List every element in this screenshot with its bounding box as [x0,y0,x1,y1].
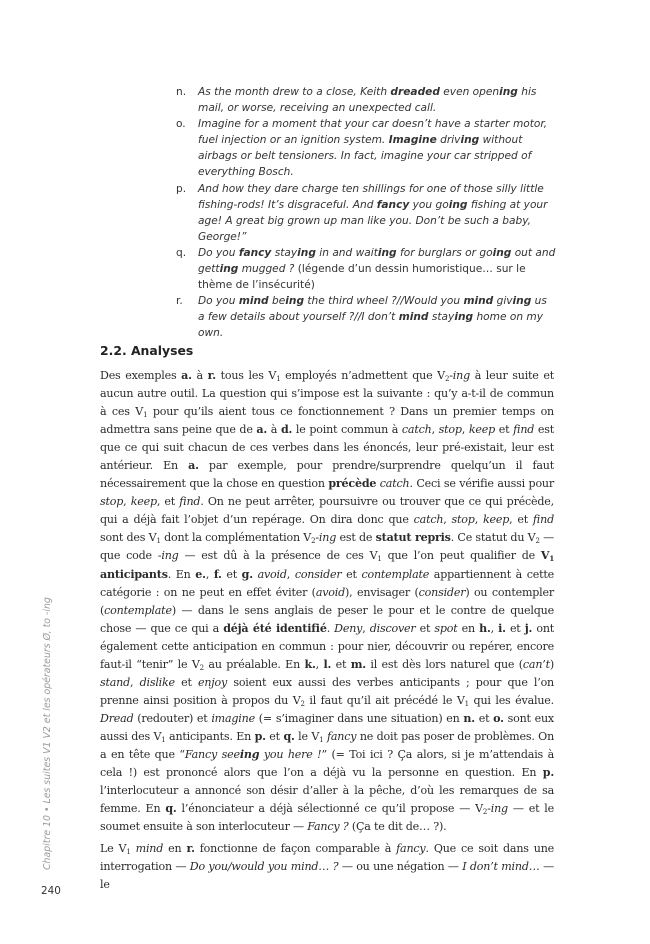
text-run: ing [161,549,179,563]
text-run: 2 [199,663,204,672]
text-run: fishing at your age! A great big grown up man like you. Don’t be such a baby, George!” [198,198,548,243]
text-run: et [265,729,284,743]
text-run: consider [418,585,466,599]
text-run: - [487,802,491,816]
text-run: And how they dare charge ten shillings for one of those silly little fishing-rods! It’s disgraceful. And [198,182,544,211]
text-run: 2 [444,375,450,383]
text-run: — ou une négation — [338,860,463,874]
text-run: 1 [464,699,469,708]
text-run: , [286,567,295,581]
text-run: ne doit pas poser de problèmes. On a en tête que “ [100,729,555,761]
text-run: , [123,495,131,509]
text-run: 2 [535,537,540,546]
text-run: q. [165,802,177,816]
text-run: o. [493,711,504,725]
text-run: , [431,423,439,437]
text-run: ” (= Toi ici ? Ça alors, si je m’attendais à cela !) est prononcé alors que l’on a déjà vu la personne en question. En [100,747,555,780]
page-number: 240 [41,885,61,897]
text-run: spot [434,621,458,635]
text-run: ) ou contempler ( [100,585,554,617]
text-run: Deny [334,621,363,635]
text-run: p. [542,766,554,780]
text-run: — que code - [100,531,554,563]
text-run: ing [318,531,337,545]
text-run: be [268,295,286,308]
text-run: ing [460,134,480,147]
text-run: r. [207,369,216,382]
text-run: . [326,621,335,635]
text-run: his mail, or worse, receiving an unexpected call. [198,86,537,115]
text-run: contemplate [104,603,172,617]
text-run: can’t [522,657,550,671]
text-run: imagine [211,711,255,725]
example-text [198,116,556,180]
text-run: a. [256,423,268,437]
running-head: Chapitre 10 • Les suites V1 V2 et les opérateurs Ø, to -ing [42,597,53,870]
text-run: tous les V [215,369,277,382]
body-paragraph [100,840,554,894]
text-run: et [415,621,435,635]
text-run: mind [463,295,494,308]
text-run: ) — dans le sens anglais de peser le pour et le contre de quelque chose — que ce qui a [100,603,554,635]
text-run: i. [498,621,506,635]
text-run: au préalable. En [203,657,305,671]
example-item [176,245,556,293]
text-run: Fancy ? [307,820,349,834]
text-run: without airbags or belt tensioners. In fact, imagine your car stripped of everything Bosch. [198,134,532,179]
text-run: l. [323,657,332,671]
text-run: il est dès lors naturel que ( [365,657,523,671]
text-run: 2 [300,699,305,708]
example-item [176,84,556,116]
text-run: home on my own. [198,311,543,340]
text-run: est que ce qui suit chacun de ces verbes dans les énoncés, leur pré-existait, leur est antérieur. En [100,423,555,473]
text-run: Do you [198,246,239,259]
text-run: fancy [326,729,357,743]
text-run: — et le soumet ensuite à son interlocuteur — [100,802,554,834]
text-run: ing [499,86,518,98]
example-label: o. [176,118,186,131]
text-run: l’interlocuteur a annoncé son désir d’aller à la pêche, d’où les remarques de sa femme. En [100,784,554,816]
text-run: ing [490,802,508,816]
text-run: et [331,657,351,671]
text-run: (= s’imaginer dans une situation) en [254,711,464,725]
example-text [198,181,556,245]
text-run: 2 [482,808,488,817]
text-run: pour qu’ils aient tous ce fonctionnement ? Dans un premier temps on admettra sans peine que de [100,405,554,437]
text-run: stop [100,495,124,509]
text-run: ont également cette anticipation en commun : pour nier, découvrir ou repérer, encore faut-il “tenir” le V [100,621,555,671]
text-run: il faut qu’il ait précédé le V [304,693,465,707]
text-run: driv [436,134,461,147]
text-run: catch [401,423,432,437]
text-run: dislike [139,675,175,689]
text-run: for burglars or go [396,246,493,259]
text-run: Imagine for a moment that your car doesn’t have a starter motor, fuel injection or an ignition system. [198,118,548,147]
text-run: dont la complémentation V [160,531,312,545]
text-run: Do you [198,295,239,308]
example-label: n. [176,86,187,98]
text-run: giv [493,295,513,308]
text-run: ), envisager ( [345,585,419,599]
text-run: et [174,675,198,689]
text-run: anticipants. En [165,729,255,743]
text-run: déjà été identifié [223,621,327,635]
text-run: a. [181,369,192,382]
example-label: r. [176,295,183,308]
text-run: catch [413,513,444,527]
text-run: (légende d’un dessin humoristique… sur le thème de l’insécurité) [198,263,526,292]
text-run: p. [254,729,266,743]
text-run: . Ceci se vérifie aussi pour [409,477,554,491]
text-run: Do you/would you mind… ? [189,860,339,874]
text-run: 2 [311,537,316,546]
example-item [176,181,556,245]
text-run: sont eux aussi des V [100,711,554,743]
text-run: 1 [319,735,324,744]
text-run: le V [294,729,320,743]
example-label: q. [176,246,187,259]
text-run: ing [297,246,316,259]
text-run: stop [438,423,462,437]
example-item [176,293,556,341]
text-run: discover [369,621,416,635]
example-label: p. [176,182,187,195]
text-run: 1 [276,375,281,383]
text-run: que l’on peut qualifier de [381,549,541,563]
text-run: stop [451,513,475,527]
text-run: stand [100,675,131,689]
example-list [176,84,556,342]
text-run: Dread [100,711,134,725]
text-run: , [362,621,370,635]
text-run: ing [454,311,474,324]
text-run: Imagine [388,134,437,147]
text-run: 1 [126,848,131,857]
text-run: fonctionne de façon comparable à [194,842,397,856]
text-run: le point commun à [292,423,402,437]
text-run: Le V [100,842,127,856]
example-text [198,245,556,293]
text-run: , [443,513,452,527]
text-run: V [540,549,550,563]
text-run: you here ! [259,747,322,761]
text-run: j. [524,621,533,635]
text-run: sont des V [100,531,157,545]
text-run: , [490,621,499,635]
text-run: find [513,423,535,437]
text-run: précède [328,477,377,491]
text-run: mind [238,295,269,308]
text-run: appartiennent à cette catégorie : on ne peut en effet éviter ( [100,567,555,599]
text-run: à leur suite et aucun autre outil. La question qui s’impose est la suivante : qu’y a-t-il de commun à ces V [100,369,554,419]
text-run: , et [156,495,180,509]
text-run: f. [213,567,222,581]
text-run: en [163,842,187,856]
text-run: mind [398,311,429,324]
text-run: soient eux aussi des verbes anticipants ; pour que l’on prenne ainsi position à propos du V [100,675,555,707]
text-run: keep [482,513,510,527]
text-run: in and wait [315,246,378,259]
text-run: Des exemples [100,369,182,382]
text-run: avoid [315,585,346,599]
text-run: et [221,567,242,581]
example-item [176,116,556,180]
text-run: (Ça te dit de… ?). [348,820,447,834]
text-run: statut repris [375,531,451,545]
text-run: 1 [156,537,161,546]
text-run: , et [509,513,533,527]
text-run: employés n’admettent que V [280,369,445,382]
text-run: en [457,621,480,635]
text-run: enjoy [198,675,228,689]
text-run: — le [100,860,554,892]
text-run: r. [186,842,195,856]
text-run: l’énonciateur a déjà sélectionné ce qu’il propose — V [176,802,483,816]
text-run: ing [452,369,470,382]
text-run: q. [283,729,295,743]
text-run: (redouter) et [133,711,212,725]
text-run: et [474,711,494,725]
text-run: , [205,567,214,581]
text-run: , [130,675,140,689]
text-run: à [267,423,281,437]
text-run: keep [130,495,157,509]
text-run: ing [448,198,468,211]
text-run: avoid [257,567,287,581]
text-run: 1 [549,554,554,564]
text-run: 1 [143,411,148,420]
text-run: even open [439,86,500,98]
text-run: - [315,531,319,545]
text-run: ing [285,295,305,308]
text-run: et [505,621,525,635]
text-run: 1 [377,555,382,564]
text-run: fancy [376,198,410,211]
text-run: mind [135,842,164,856]
text-run: mugged ? [238,263,298,276]
text-run: — est dû à la présence de ces V [178,549,378,563]
text-run: ing [239,747,260,761]
text-run: par exemple, pour prendre/surprendre quelqu’un il faut nécessairement que la chose en question [100,459,554,491]
text-run: a. [188,459,199,473]
text-run: dreaded [390,86,440,98]
text-run: n. [463,711,475,725]
text-run: the third wheel ?//Would you [304,295,464,308]
text-run: 1 [161,735,166,744]
text-run: , [474,513,483,527]
text-run: ing [377,246,397,259]
text-run: find [532,513,554,527]
text-run: et [341,567,362,581]
text-run: stay [271,246,298,259]
section-heading: 2.2. Analyses [100,343,194,358]
text-run: keep [468,423,495,437]
text-run: ing [492,246,512,259]
text-run: ) [549,657,555,671]
text-run: you go [409,198,449,211]
text-run: Fancy see [184,747,240,761]
text-run: As the month drew to a close, Keith [198,86,391,98]
text-run: contemplate [361,567,430,581]
text-run: g. [241,567,253,581]
text-run: I don’t mind… [462,860,540,874]
text-run: qui les évalue. [468,693,554,707]
text-run: us a few details about yourself ?//I don’t [198,295,547,324]
text-run: h. [479,621,491,635]
body-paragraph [100,367,554,836]
text-run: catch [379,477,410,491]
text-run: find [179,495,201,509]
text-run: et [494,423,514,437]
text-run: . Que ce soit dans une interrogation — [100,842,555,874]
text-run: fancy [396,842,426,856]
text-run: est de [336,531,376,545]
text-run: à [191,369,208,382]
example-text [198,293,556,341]
text-run: m. [350,657,366,671]
text-run: , [315,657,324,671]
text-run: stay [428,311,455,324]
text-run: , [461,423,469,437]
body-text [100,367,554,894]
text-run: fancy [238,246,272,259]
text-run: d. [280,423,293,437]
text-run: . En [167,567,196,581]
text-run: ing [219,263,239,276]
text-run: . On ne peut arrêter, poursuivre ou trouver que ce qui précède, qui a déjà fait l’objet d’un repérage. On dira donc que [100,495,555,527]
example-text [198,84,556,116]
text-run: anticipants [100,567,168,581]
text-run: e. [195,567,206,581]
text-run: k. [304,657,316,671]
text-run: out and gett [198,246,556,276]
text-run: ing [512,295,532,308]
text-run: . Ce statut du V [450,531,536,545]
text-run: consider [294,567,342,581]
text-run: - [449,369,453,382]
